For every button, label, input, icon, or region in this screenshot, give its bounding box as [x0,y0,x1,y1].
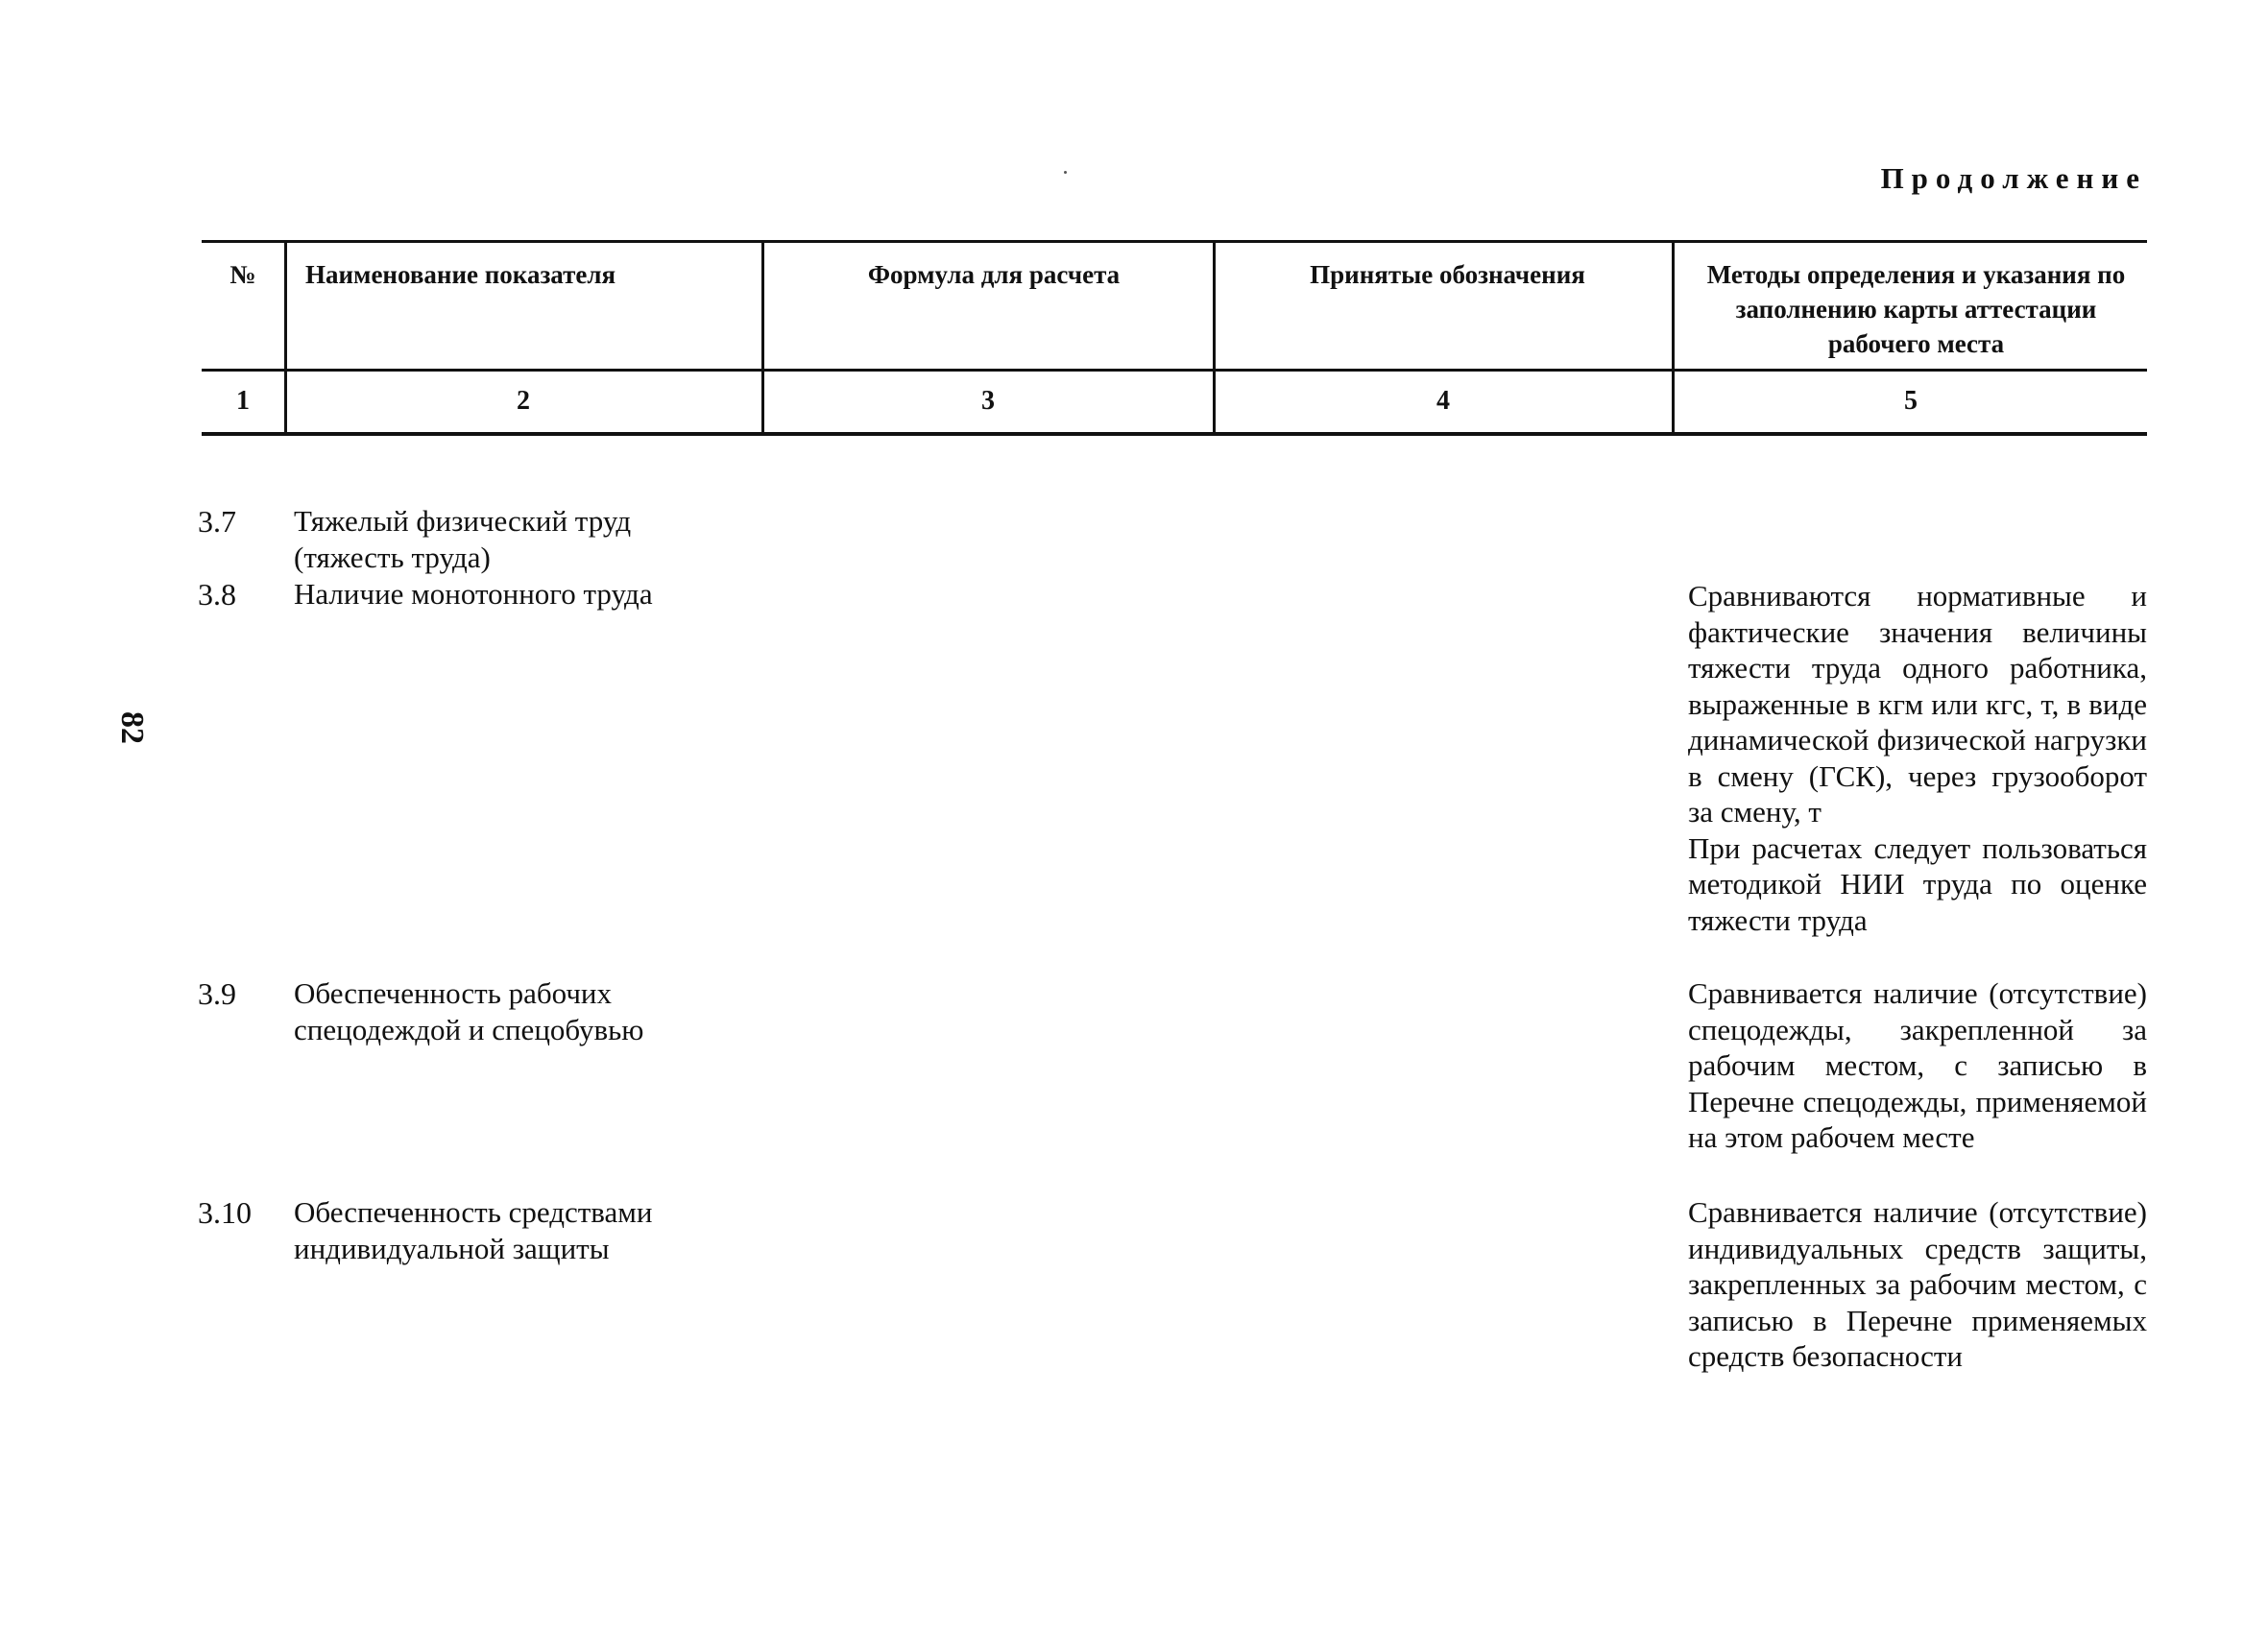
row-indicator-name: Наличие монотонного труда [294,577,653,611]
scan-dot [1064,171,1067,174]
row-number: 3.10 [198,1195,252,1230]
header-methods: Методы определения и указания по заполнению карты аттестации рабочего места [1706,260,2126,358]
table-header-rule [202,369,2147,372]
column-number: 4 [1436,386,1450,416]
table-bottom-rule [202,432,2147,436]
continuation-label: Продолжение [1880,161,2147,195]
row-method: Сравниваются нормативные и фактические значения величины тяжести труда одного работника, выраженные в кгм или кгс, т, в виде динамической физической нагрузки в смену (ГСК), через грузооборот за смену, т При расчетах следует пользоваться методикой НИИ труда по оценке тяжести труда [1688,579,2147,937]
table-top-rule [202,240,2147,243]
column-divider [284,240,287,435]
column-divider [761,240,764,435]
header-number: № [229,260,256,289]
column-number: 3 [981,386,995,416]
row-number: 3.7 [198,504,236,539]
row-indicator-name: Тяжелый физический труд (тяжесть труда) [294,504,632,574]
column-number: 5 [1904,386,1918,416]
column-divider [1672,240,1675,435]
header-formula: Формула для расчета [867,260,1121,289]
column-number: 2 [517,386,530,416]
header-notation: Принятые обозначения [1310,260,1585,289]
page-number: 82 [114,711,150,744]
header-indicator-name: Наименование показателя [305,260,616,289]
row-number: 3.8 [198,577,236,612]
row-method: Сравнивается наличие (отсутствие) спецодежды, закрепленной за рабочим местом, с записью в Перечне спецодежды, применяемой на этом рабочем месте [1688,976,2147,1154]
row-indicator-name: Обеспеченность рабочих спецодеждой и спецобувью [294,976,644,1046]
row-indicator-name: Обеспеченность средствами индивидуальной защиты [294,1195,653,1265]
column-number: 1 [236,386,250,416]
column-divider [1213,240,1216,435]
row-method: Сравнивается наличие (отсутствие) индивидуальных средств защиты, закрепленных за рабочим местом, с записью в Перечне применяемых средств безопасности [1688,1195,2147,1373]
row-number: 3.9 [198,976,236,1011]
